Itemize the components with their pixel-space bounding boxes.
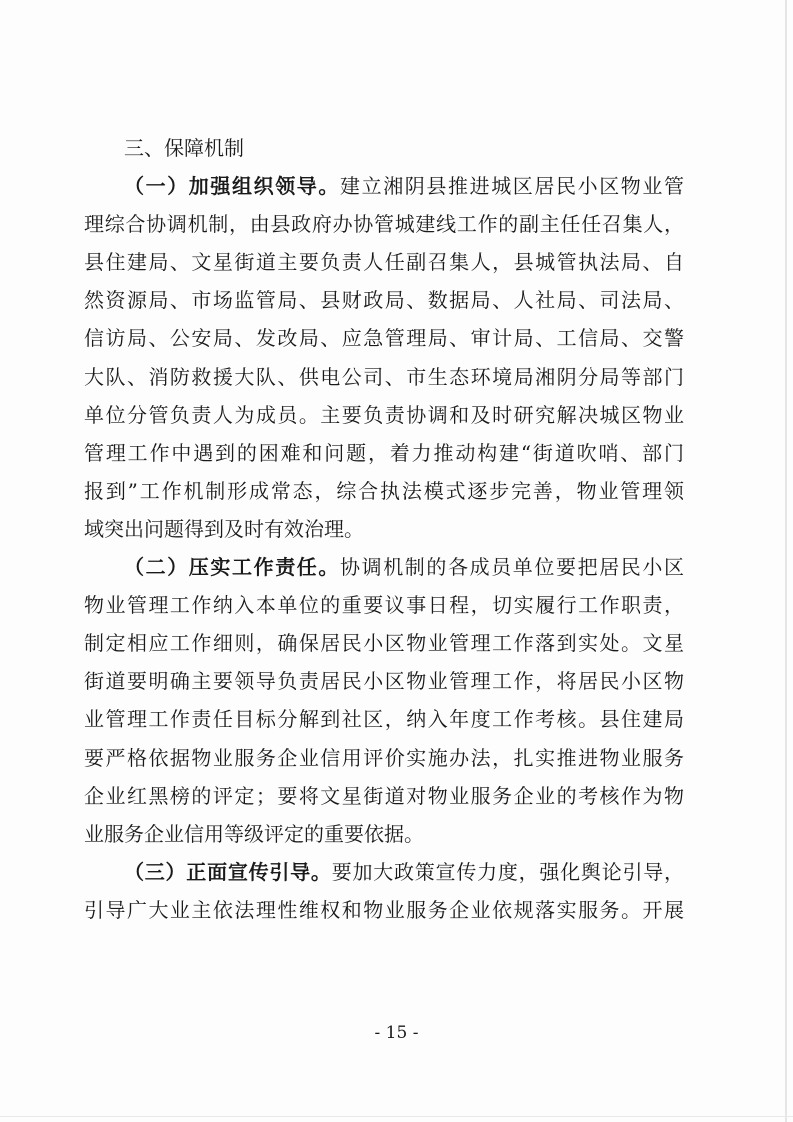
paragraph-1-line: 信访局、公安局、发改局、应急管理局、审计局、工信局、交警 [84,326,684,351]
paragraph-1-line: 然资源局、市场监管局、县财政局、数据局、人社局、司法局、 [84,288,684,313]
page-edge-bottom [0,1116,793,1117]
page-edge-right [785,0,787,1122]
paragraph-2-line: 企业红黑榜的评定；要将文星街道对物业服务企业的考核作为物 [84,783,684,808]
paragraph-1-last-line: 域突出问题得到及时有效治理。 [84,516,364,541]
paragraph-1-line: 报到”工作机制形成常态，综合执法模式逐步完善，物业管理领 [84,478,684,503]
paragraph-2-line: 协调机制的各成员单位要把居民小区 [340,555,684,580]
paragraph-3-line: 引导广大业主依法理性维权和物业服务企业依规落实服务。开展 [84,897,684,922]
page-number: - 15 - [374,1023,419,1043]
section-heading: 三、保障机制 [124,136,244,160]
paragraph-1-line: 县住建局、文星街道主要负责人任副召集人，县城管执法局、自 [84,250,684,275]
paragraph-2-line: 要严格依据物业服务企业信用评价实施办法，扎实推进物业服务 [84,745,684,770]
paragraph-2-last-line: 业服务企业信用等级评定的重要依据。 [84,821,424,846]
paragraph-2-first-line [84,548,684,586]
paragraph-1-first-line [84,167,684,205]
paragraph-1-line: 单位分管负责人为成员。主要负责协调和及时研究解决城区物业 [84,402,684,427]
paragraph-1-line: 管理工作中遇到的困难和问题，着力推动构建“街道吹哨、部门 [84,440,684,465]
paragraph-2-lead: （二）压实工作责任。 [124,555,340,580]
paragraph-3-lead: （三）正面宣传引导。 [124,859,332,884]
paragraph-2-line: 制定相应工作细则，确保居民小区物业管理工作落到实处。文星 [84,631,684,656]
paragraph-2-line: 街道要明确主要领导负责居民小区物业管理工作，将居民小区物 [84,669,684,694]
document-body [84,129,684,929]
paragraph-3-first-line [84,853,684,891]
paragraph-1-line: 大队、消防救援大队、供电公司、市生态环境局湘阴分局等部门 [84,364,684,389]
paragraph-1-line: 建立湘阴县推进城区居民小区物业管 [340,174,684,199]
paragraph-1-lead: （一）加强组织领导。 [124,174,340,199]
paragraph-1-line: 理综合协调机制，由县政府办协管城建线工作的副主任任召集人， [84,212,684,237]
paragraph-2-line: 业管理工作责任目标分解到社区，纳入年度工作考核。县住建局 [84,707,684,732]
paragraph-2-line: 物业管理工作纳入本单位的重要议事日程，切实履行工作职责， [84,593,684,618]
paragraph-3-line: 要加大政策宣传力度，强化舆论引导， [331,859,685,884]
